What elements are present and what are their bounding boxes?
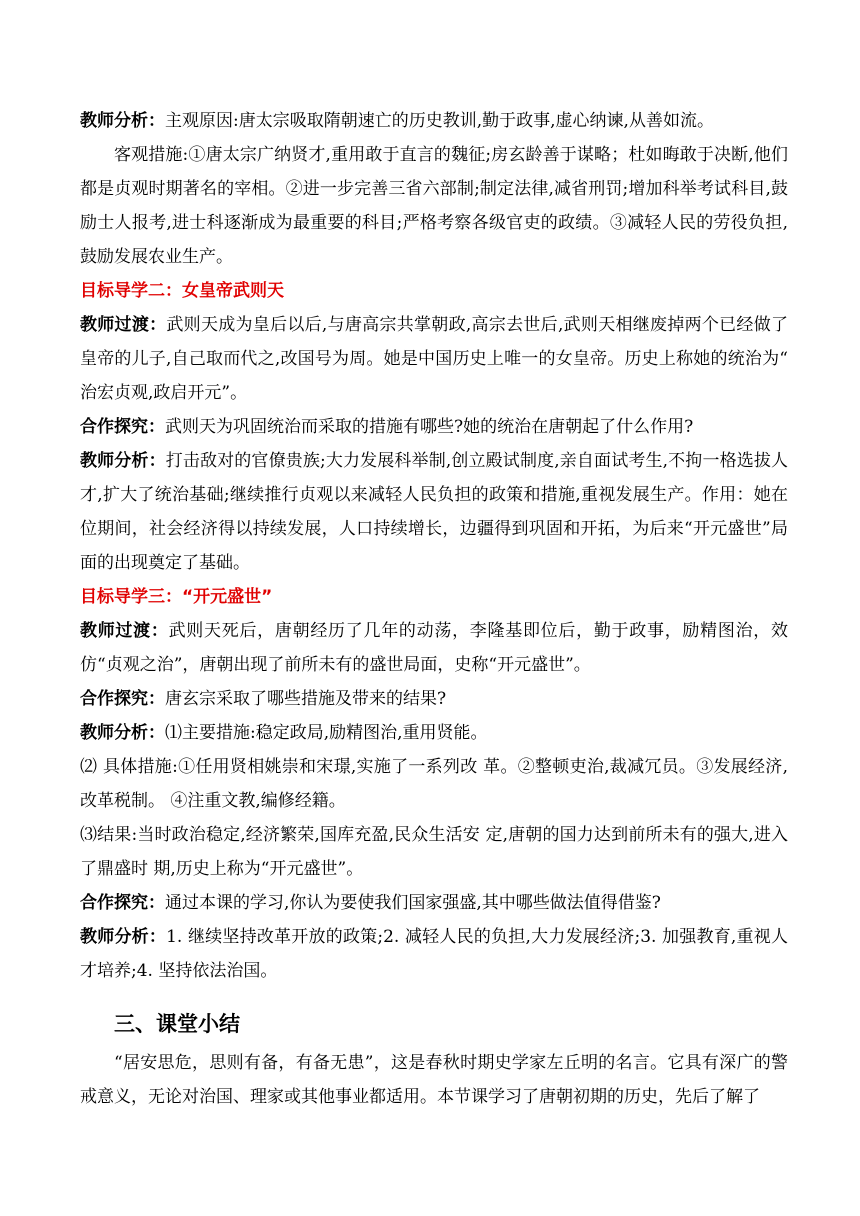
label: 教师分析：: [80, 927, 167, 947]
text: 主观原因:唐太宗吸取隋朝速亡的历史教训,勤于政事,虚心纳谏,从善如流。: [165, 111, 714, 131]
text: 客观措施:①唐太宗广纳贤才,重用敢于直言的魏征;房玄龄善于谋略；杜如晦敢于决断,他们都是贞观时期著名的宰相。②进一步完善三省六部制;制定法律,减省刑罚;增加科举考试科目,鼓励士人报考,进士科逐渐成为最重要的科目;严格考察各级官吏的政绩。③减轻人民的劳役负担,鼓励发展农业生产。: [80, 145, 788, 267]
label: 教师分析：: [80, 111, 165, 131]
text: 打击敌对的官僚贵族;大力发展科举制,创立殿试制度,亲自面试考生,不拘一格选拔人才,扩大了统治基础;继续推行贞观以来减轻人民负担的政策和措施,重视发展生产。作用：她在位期间，社会经济得以持续发展，人口持续增长，边疆得到巩固和开拓，为后来“开元盛世”局面的出现奠定了基础。: [80, 451, 789, 573]
paragraph-cooperative-inquiry-1: [80, 410, 788, 444]
text: 武则天死后，唐朝经历了几年的动荡，李隆基即位后，勤于政事，励精图治，效仿“贞观之治”，唐朝出现了前所未有的盛世局面，史称“开元盛世”。: [80, 621, 789, 675]
paragraph-specific-measures: [80, 750, 788, 818]
label: 教师分析：: [80, 451, 166, 471]
text: ⑵ 具体措施:①任用贤相姚崇和宋璟,实施了一系列改 革。②整顿吏治,裁减冗员。③发展经济,改革税制。 ④注重文教,编修经籍。: [80, 757, 788, 811]
heading-goal-3: 目标导学三：“开元盛世”: [80, 587, 273, 607]
text: 通过本课的学习,你认为要使我们国家强盛,其中哪些做法值得借鉴?: [165, 893, 661, 913]
label: 教师过渡：: [80, 621, 169, 641]
label: 合作探究：: [80, 893, 165, 913]
paragraph-cooperative-inquiry-3: [80, 886, 788, 920]
text: 武则天成为皇后以后,与唐高宗共掌朝政,高宗去世后,武则天相继废掉两个已经做了皇帝的儿子,自己取而代之,改国号为周。她是中国历史上唯一的女皇帝。历史上称她的统治为“ 治宏贞观,政启开元”。: [80, 315, 788, 403]
section-heading-summary: 三、课堂小结: [114, 1012, 240, 1036]
paragraph-teacher-transition-2: [80, 614, 788, 682]
paragraph-teacher-analysis-4: [80, 920, 788, 988]
paragraph-summary: [80, 1046, 788, 1114]
text: 1. 继续坚持改革开放的政策;2. 减轻人民的负担,大力发展经济;3. 加强教育,重视人才培养;4. 坚持依法治国。: [80, 927, 788, 981]
paragraph-teacher-analysis-2: [80, 444, 788, 580]
label: 合作探究：: [80, 417, 165, 437]
paragraph-teacher-transition-1: [80, 308, 788, 410]
text: 武则天为巩固统治而采取的措施有哪些?她的统治在唐朝起了什么作用?: [165, 417, 694, 437]
text: 唐玄宗采取了哪些措施及带来的结果?: [165, 689, 447, 709]
paragraph-teacher-analysis-3: [80, 716, 788, 750]
paragraph-teacher-analysis-1: [80, 104, 788, 138]
label: 教师分析：: [80, 723, 165, 743]
heading-goal-2: 目标导学二：女皇帝武则天: [80, 281, 284, 301]
text: ⑶结果:当时政治稳定,经济繁荣,国库充盈,民众生活安 定,唐朝的国力达到前所未有的强大,进入了鼎盛时 期,历史上称为“开元盛世”。: [80, 825, 788, 879]
text: ⑴主要措施:稳定政局,励精图治,重用贤能。: [165, 723, 488, 743]
paragraph-cooperative-inquiry-2: [80, 682, 788, 716]
text: “居安思危，思则有备，有备无患”，这是春秋时期史学家左丘明的名言。它具有深广的警戒意义，无论对治国、理家或其他事业都适用。本节课学习了唐朝初期的历史，先后了解了: [80, 1053, 788, 1107]
label: 合作探究：: [80, 689, 165, 709]
paragraph-objective-measures: [80, 138, 788, 274]
label: 教师过渡：: [80, 315, 167, 335]
paragraph-results: [80, 818, 788, 886]
